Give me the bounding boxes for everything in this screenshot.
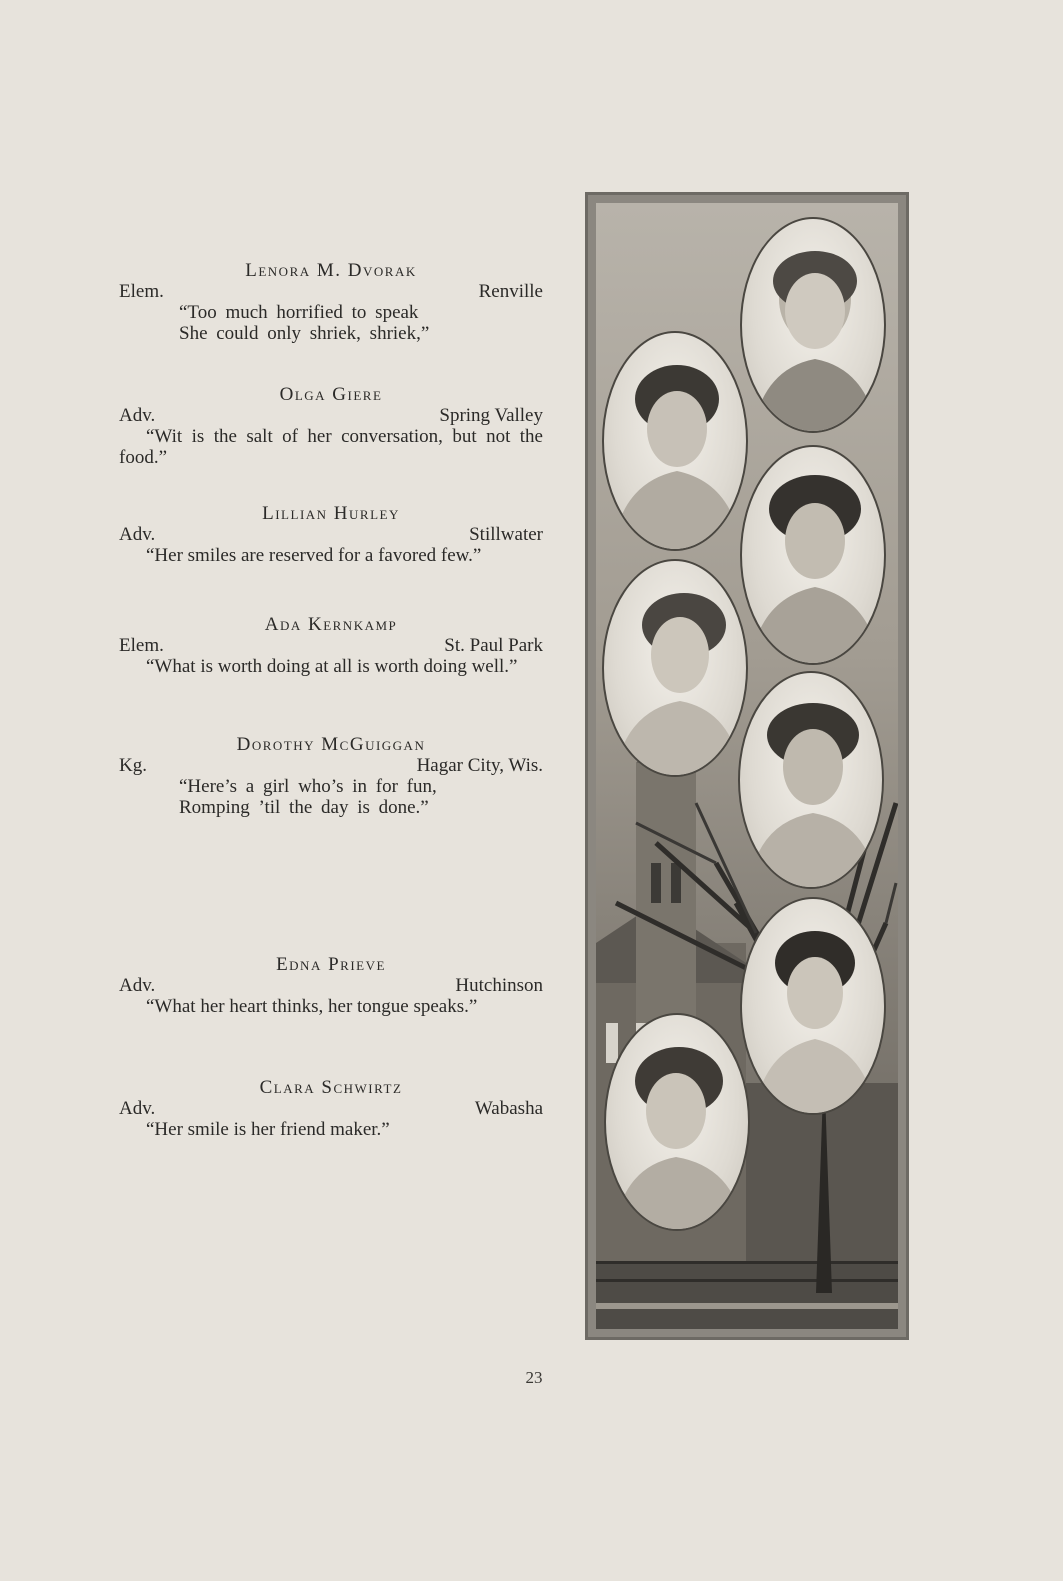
entry-name: Edna Prieve bbox=[276, 954, 386, 975]
entry-name: Olga Giere bbox=[279, 384, 383, 405]
campus-photo bbox=[596, 203, 898, 1329]
portrait-photo bbox=[740, 897, 886, 1115]
entry-quote: “Her smile is her friend maker.” bbox=[146, 1119, 390, 1140]
entry-clara-schwirtz bbox=[119, 1077, 543, 1140]
entry-name: Ada Kernkamp bbox=[264, 614, 398, 635]
entry-name: Dorothy McGuiggan bbox=[236, 734, 426, 755]
portrait-photo bbox=[740, 445, 886, 665]
entry-hometown: Wabasha bbox=[474, 1098, 543, 1119]
entry-hometown: Renville bbox=[478, 281, 543, 302]
quote-line: “Here’s a girl who’s in for fun, bbox=[179, 776, 437, 797]
entry-name: Lillian Hurley bbox=[262, 503, 400, 524]
entry-lenora-dvorak bbox=[119, 260, 543, 344]
entry-quote: “What is worth doing at all is worth doing well.” bbox=[146, 656, 518, 677]
quote-line: Romping ’til the day is done.” bbox=[179, 797, 429, 818]
entry-dorothy-mcguiggan bbox=[119, 734, 543, 818]
entry-name: Lenora M. Dvorak bbox=[245, 260, 417, 281]
page-number: 23 bbox=[525, 1368, 543, 1387]
entry-hometown: Hutchinson bbox=[455, 975, 543, 996]
entry-course: Elem. bbox=[119, 281, 164, 302]
entry-edna-prieve bbox=[119, 954, 543, 1017]
entry-quote bbox=[119, 776, 543, 818]
entry-hometown: Spring Valley bbox=[439, 405, 543, 426]
entry-course: Adv. bbox=[119, 405, 156, 426]
entry-hometown: Hagar City, Wis. bbox=[416, 755, 543, 776]
entry-hometown: Stillwater bbox=[469, 524, 543, 545]
entry-quote: “Her smiles are reserved for a favored few.” bbox=[146, 545, 482, 566]
entry-course: Kg. bbox=[119, 755, 147, 776]
photo-panel bbox=[585, 192, 909, 1340]
portrait-photo bbox=[604, 1013, 750, 1231]
quote-line: She could only shriek, shriek,” bbox=[179, 323, 430, 344]
entry-course: Adv. bbox=[119, 1098, 156, 1119]
entry-hometown: St. Paul Park bbox=[444, 635, 543, 656]
quote-line: “Too much horrified to speak bbox=[179, 302, 419, 323]
entry-quote: “What her heart thinks, her tongue speaks.” bbox=[146, 996, 478, 1017]
entry-course: Adv. bbox=[119, 524, 156, 545]
portrait-photo bbox=[602, 559, 748, 777]
entry-quote bbox=[119, 302, 543, 344]
entry-quote: “Wit is the salt of her conversation, but not the food.” bbox=[119, 426, 543, 468]
entry-course: Adv. bbox=[119, 975, 156, 996]
entry-course: Elem. bbox=[119, 635, 164, 656]
portrait-photo bbox=[738, 671, 884, 889]
entry-ada-kernkamp bbox=[119, 614, 543, 677]
portrait-photo bbox=[740, 217, 886, 433]
entry-olga-giere bbox=[119, 384, 543, 468]
entry-name: Clara Schwirtz bbox=[259, 1077, 403, 1098]
portrait-photo bbox=[602, 331, 748, 551]
entry-lillian-hurley bbox=[119, 503, 543, 566]
